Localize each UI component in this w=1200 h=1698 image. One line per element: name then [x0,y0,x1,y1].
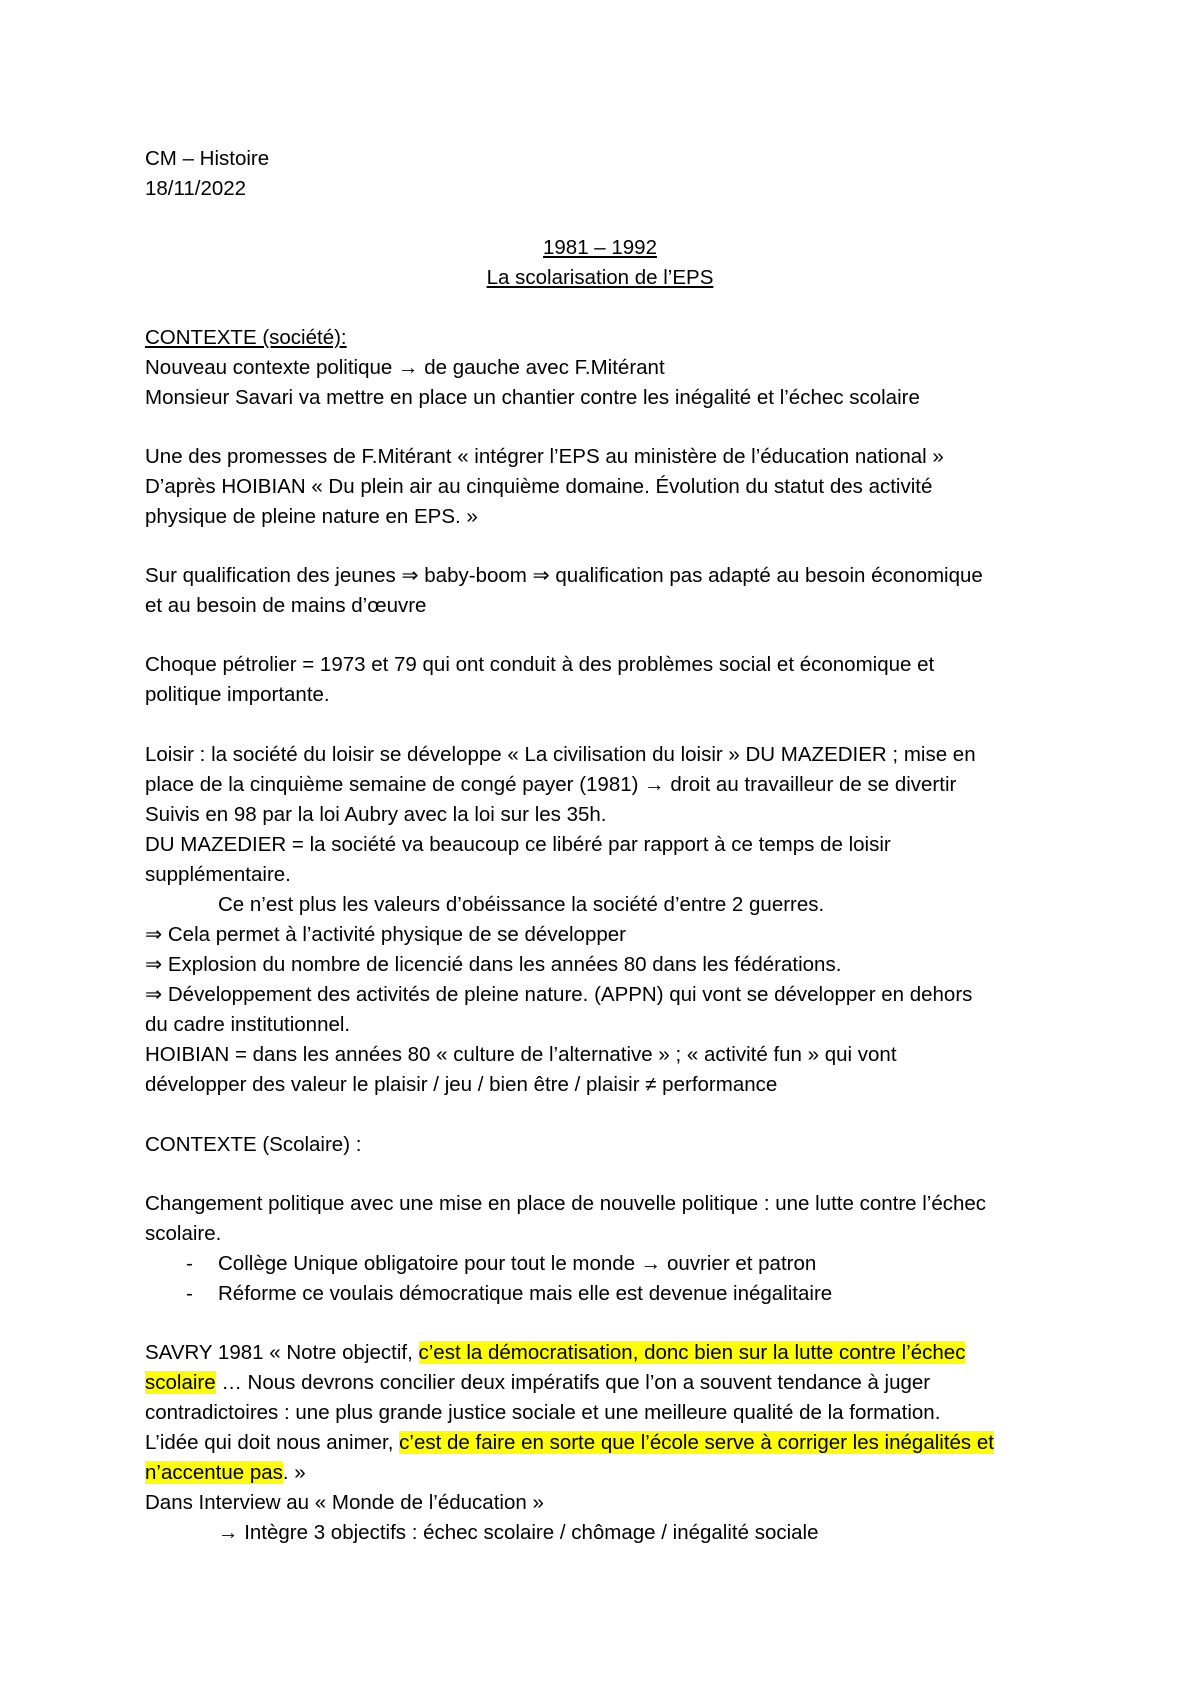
paragraph-line: et au besoin de mains d’œuvre [145,594,427,617]
paragraph-line: DU MAZEDIER = la société va beaucoup ce libéré par rapport à ce temps de loisir [145,833,891,856]
paragraph-line: D’après HOIBIAN « Du plein air au cinquième domaine. Évolution du statut des activité [145,475,933,498]
paragraph-line: → Intègre 3 objectifs : échec scolaire / chômage / inégalité sociale [218,1521,819,1544]
society-heading [145,323,347,353]
highlighted-text: c’est de faire en sorte que l’école serve à corriger les inégalités et [399,1431,994,1454]
society-heading-text: CONTEXTE (société): [145,326,347,349]
title-subtitle [0,263,1200,293]
paragraph-line: Une des promesses de F.Mitérant « intégrer l’EPS au ministère de l’éducation national » [145,445,944,468]
quote-line [145,1428,994,1458]
paragraph-line: Suivis en 98 par la loi Aubry avec la loi sur les 35h. [145,803,607,826]
date-label: 18/11/2022 [145,177,247,200]
title-years [0,233,1200,263]
quote-text: SAVRY 1981 « Notre objectif, [145,1341,419,1364]
paragraph-line: Choque pétrolier = 1973 et 79 qui ont conduit à des problèmes social et économique et [145,653,935,676]
course-label: CM – Histoire [145,147,270,170]
quote-line: contradictoires : une plus grande justice sociale et une meilleure qualité de la formation. [145,1401,941,1424]
paragraph-line: HOIBIAN = dans les années 80 « culture de l’alternative » ; « activité fun » qui vont [145,1043,897,1066]
highlighted-text: n’accentue pas [145,1461,283,1484]
title-subtitle-text: La scolarisation de l’EPS [486,266,714,289]
highlighted-text: c’est la démocratisation, donc bien sur la lutte contre l’échec [418,1341,966,1364]
paragraph-line: Dans Interview au « Monde de l’éducation » [145,1491,544,1514]
bullet-marker: - [186,1252,193,1275]
paragraph-line: ⇒ Explosion du nombre de licencié dans les années 80 dans les fédérations. [145,953,842,976]
paragraph-line: ⇒ Cela permet à l’activité physique de se développer [145,923,626,946]
bullet-item: Collège Unique obligatoire pour tout le monde → ouvrier et patron [218,1252,817,1275]
highlighted-text: scolaire [145,1371,216,1394]
paragraph-line: ⇒ Développement des activités de pleine nature. (APPN) qui vont se développer en dehors [145,983,973,1006]
paragraph-line: Sur qualification des jeunes ⇒ baby-boom ⇒ qualification pas adapté au besoin économique [145,564,983,587]
bullet-item: Réforme ce voulais démocratique mais elle est devenue inégalitaire [218,1282,833,1305]
bullet-marker: - [186,1282,193,1305]
paragraph-line: Monsieur Savari va mettre en place un chantier contre les inégalité et l’échec scolaire [145,386,920,409]
paragraph-line: du cadre institutionnel. [145,1013,351,1036]
paragraph-line: Nouveau contexte politique → de gauche avec F.Mitérant [145,356,665,379]
paragraph-line: physique de pleine nature en EPS. » [145,505,478,528]
quote-line [145,1368,930,1398]
paragraph-line: scolaire. [145,1222,222,1245]
paragraph-line: Ce n’est plus les valeurs d’obéissance la société d’entre 2 guerres. [218,893,825,916]
quote-text: … Nous devrons concilier deux impératifs que l’on a souvent tendance à juger [215,1371,931,1394]
paragraph-line: politique importante. [145,683,330,706]
paragraph-line: supplémentaire. [145,863,291,886]
quote-line [145,1458,306,1488]
title-years-text: 1981 – 1992 [542,236,657,259]
quote-line [145,1338,965,1368]
paragraph-line: développer des valeur le plaisir / jeu / bien être / plaisir ≠ performance [145,1073,778,1096]
quote-text: L’idée qui doit nous animer, [145,1431,400,1454]
quote-text: . » [282,1461,306,1484]
paragraph-line: place de la cinquième semaine de congé payer (1981) → droit au travailleur de se divertir [145,773,957,796]
paragraph-line: Loisir : la société du loisir se développe « La civilisation du loisir » DU MAZEDIER ; mise en [145,743,976,766]
paragraph-line: Changement politique avec une mise en place de nouvelle politique : une lutte contre l’échec [145,1192,987,1215]
school-heading: CONTEXTE (Scolaire) : [145,1133,362,1156]
